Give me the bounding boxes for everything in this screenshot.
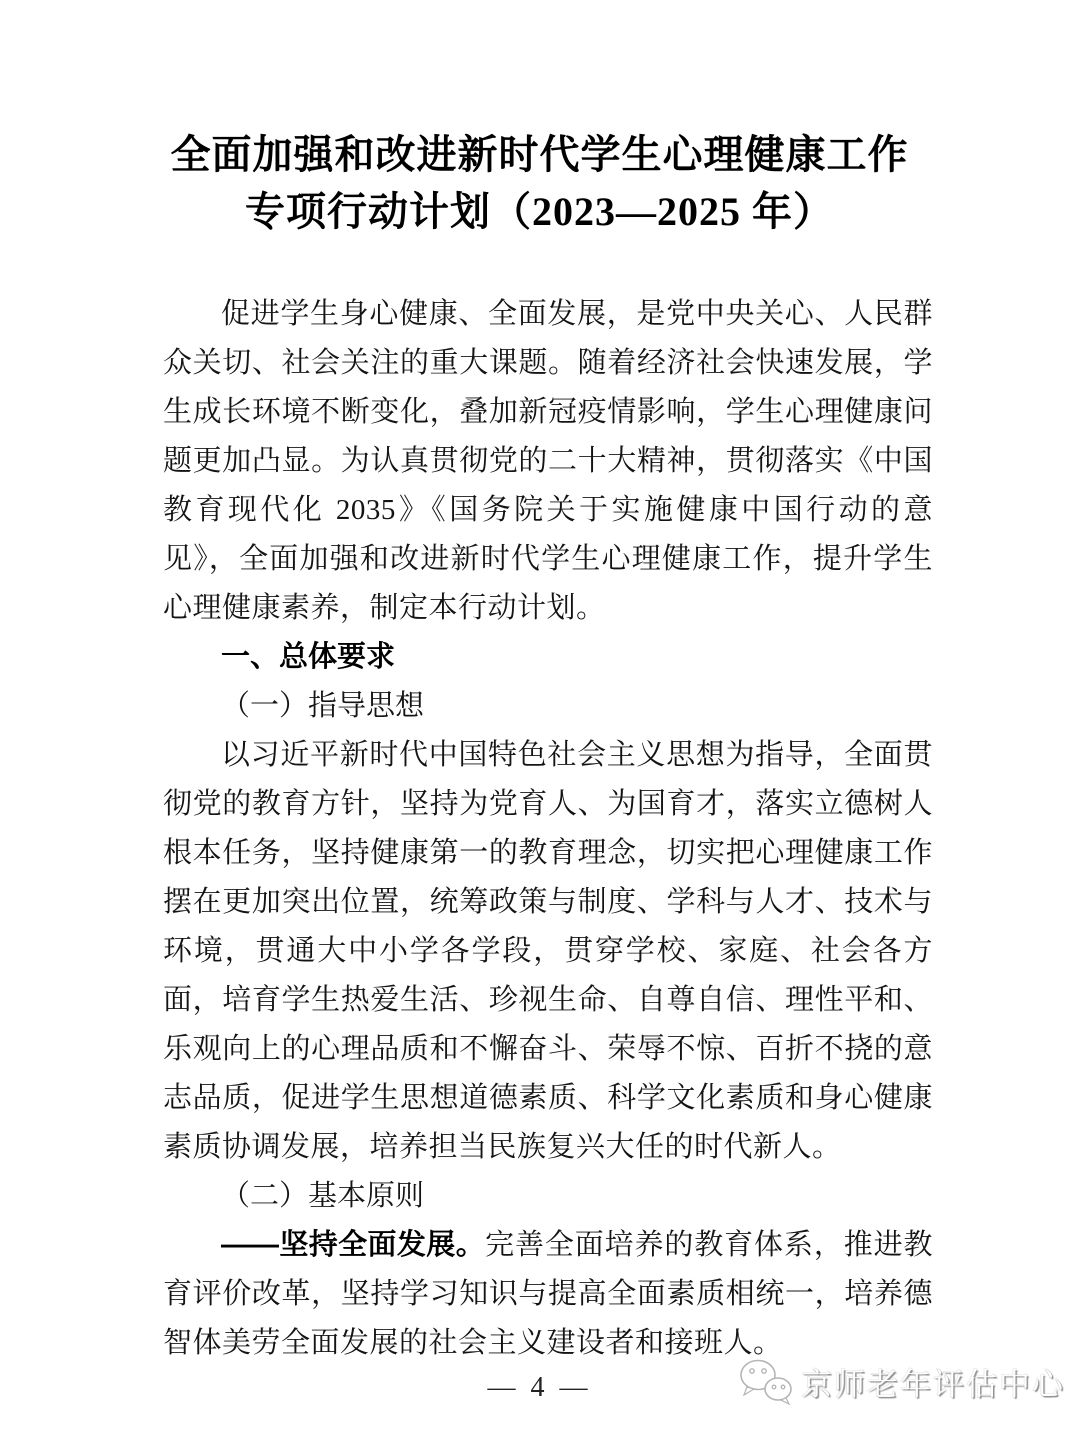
document-body xyxy=(163,290,933,1368)
section-heading-overall-requirements: 一、总体要求 xyxy=(221,641,396,673)
wechat-icon xyxy=(737,1356,793,1406)
subsection-heading-guiding-thought: （一）指导思想 xyxy=(221,690,425,722)
paragraph-guiding-thought: 以习近平新时代中国特色社会主义思想为指导，全面贯彻党的教育方针，坚持为党育人、为国育才，落实立德树人根本任务，坚持健康第一的教育理念，切实把心理健康工作摆在更加突出位置，统筹政策与制度、学科与人才、技术与环境，贯通大中小学各学段，贯穿学校、家庭、社会各方面，培育学生热爱生活、珍视生命、自尊自信、理性平和、乐观向上的心理品质和不懈奋斗、荣辱不惊、百折不挠的意志品质，促进学生思想道德素质、科学文化素质和身心健康素质协调发展，培养担当民族复兴大任的时代新人。 xyxy=(163,739,933,1163)
title-line-2: 专项行动计划（2023—2025 年） xyxy=(245,189,834,234)
wechat-watermark xyxy=(737,1356,1065,1406)
document-title xyxy=(80,126,999,240)
subsection-heading-basic-principles: （二）基本原则 xyxy=(221,1180,425,1212)
principle-text: 完善全面培养的教育体系，推进教育评价改革，坚持学习知识与提高全面素质相统一，培养德智体美劳全面发展的社会主义建设者和接班人。 xyxy=(163,1229,933,1359)
page-number: — 4 — xyxy=(487,1372,592,1403)
paragraph-principle-all-round-development xyxy=(163,1221,933,1368)
principle-lead-bold: ——坚持全面发展。 xyxy=(221,1229,486,1261)
watermark-text: 京师老年评估中心 xyxy=(801,1366,1065,1402)
title-line-1: 全面加强和改进新时代学生心理健康工作 xyxy=(170,132,909,177)
paragraph-intro: 促进学生身心健康、全面发展，是党中央关心、人民群众关切、社会关注的重大课题。随着经济社会快速发展，学生成长环境不断变化，叠加新冠疫情影响，学生心理健康问题更加凸显。为认真贯彻党的二十大精神，贯彻落实《中国教育现代化 2035》《国务院关于实施健康中国行动的意见》，全面加强和改进新时代学生心理健康工作，提升学生心理健康素养，制定本行动计划。 xyxy=(163,298,933,624)
